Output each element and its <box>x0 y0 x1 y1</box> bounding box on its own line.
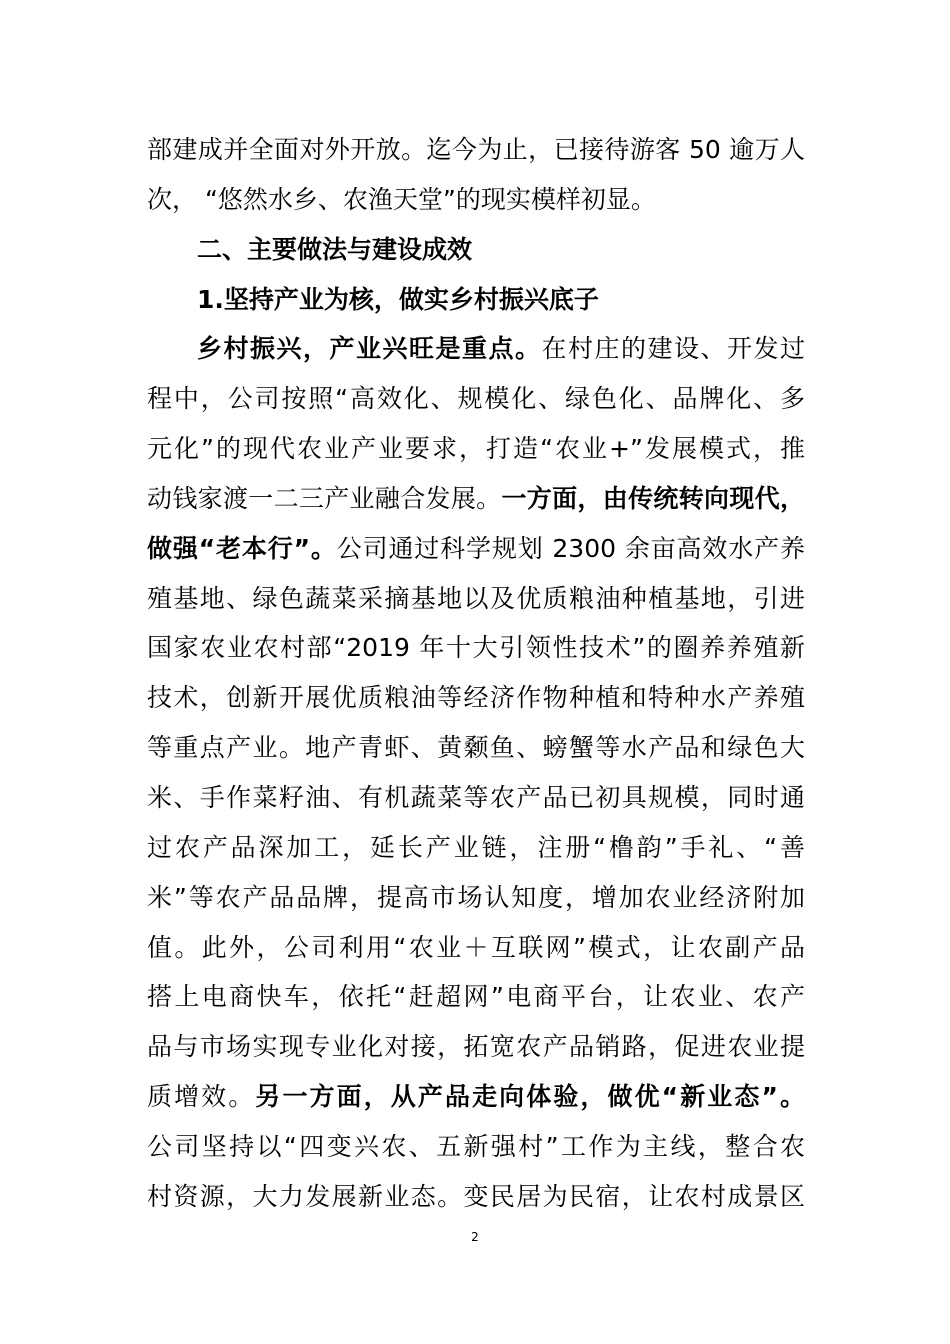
line-text: 技术，创新开展优质粮油等经济作物种植和特种水产养殖 <box>147 683 805 713</box>
bold-lead-text: 另一方面，从产品走向体验，做优“新业态”。 <box>255 1082 805 1112</box>
line-text: 次， “悠然水乡、农渔天堂”的现实模样初显。 <box>147 184 656 214</box>
line-text: 公司通过科学规划 2300 余亩高效水产养 <box>336 533 805 563</box>
text-line <box>147 1072 805 1122</box>
text-line <box>147 125 805 175</box>
text-line <box>147 923 805 973</box>
text-line <box>147 623 805 673</box>
text-line <box>147 524 805 574</box>
text-line <box>147 424 805 474</box>
line-text: 品与市场实现专业化对接，拓宽农产品销路，促进农业提 <box>147 1032 805 1062</box>
line-text: 部建成并全面对外开放。迄今为止，已接待游客 50 逾万人 <box>147 135 805 164</box>
line-text: 在村庄的建设、开发过 <box>541 334 805 364</box>
line-text: 程中，公司按照“高效化、规模化、绿色化、品牌化、多 <box>147 384 805 414</box>
line-text: 米、手作菜籽油、有机蔬菜等农产品已初具规模，同时通 <box>147 782 805 812</box>
line-text: 国家农业农村部“2019 年十大引领性技术”的圈养养殖新 <box>147 633 805 663</box>
line-text: 殖基地、绿色蔬菜采摘基地以及优质粮油种植基地，引进 <box>147 583 805 613</box>
bold-lead-text: 做强“老本行”。 <box>147 533 337 563</box>
line-text: 村资源，大力发展新业态。变民居为民宿，让农村成景区 <box>147 1181 805 1211</box>
text-line <box>147 723 805 773</box>
bold-lead-text: 一方面，由传统转向现代， <box>501 483 805 513</box>
text-line <box>147 474 805 524</box>
text-line <box>147 1122 805 1172</box>
text-line <box>147 1022 805 1072</box>
text-line <box>147 574 805 624</box>
bold-lead-text: 乡村振兴，产业兴旺是重点。 <box>197 334 542 364</box>
line-text: 过农产品深加工，延长产业链，注册“橹韵”手礼、“善 <box>147 832 805 862</box>
page-body <box>147 125 805 1222</box>
paragraph-industry <box>147 324 805 1221</box>
line-text: 搭上电商快车，依托“赶超网”电商平台，让农业、农产 <box>147 982 805 1012</box>
line-text: 米”等农产品品牌，提高市场认知度，增加农业经济附加 <box>147 882 805 912</box>
text-line <box>147 673 805 723</box>
line-text: 等重点产业。地产青虾、黄颡鱼、螃蟹等水产品和绿色大 <box>147 733 805 763</box>
line-text: 动钱家渡一二三产业融合发展。 <box>147 483 502 513</box>
line-text: 公司坚持以“四变兴农、五新强村”工作为主线，整合农 <box>147 1131 805 1161</box>
text-line <box>147 1172 805 1222</box>
line-text: 元化”的现代农业产业要求，打造“农业+”发展模式，推 <box>147 434 805 464</box>
section-heading: 二、主要做法与建设成效 <box>197 234 473 264</box>
text-line <box>147 823 805 873</box>
subsection-heading: 1.坚持产业为核，做实乡村振兴底子 <box>197 284 599 314</box>
text-line <box>147 324 805 374</box>
text-line <box>147 773 805 823</box>
line-text: 质增效。 <box>147 1082 256 1112</box>
text-line <box>147 873 805 923</box>
text-line <box>147 175 805 225</box>
page-number: 2 <box>471 1230 479 1244</box>
text-line <box>147 972 805 1022</box>
line-text: 值。此外，公司利用“农业＋互联网”模式，让农副产品 <box>147 932 805 962</box>
text-line <box>147 374 805 424</box>
paragraph-continued <box>147 125 805 225</box>
